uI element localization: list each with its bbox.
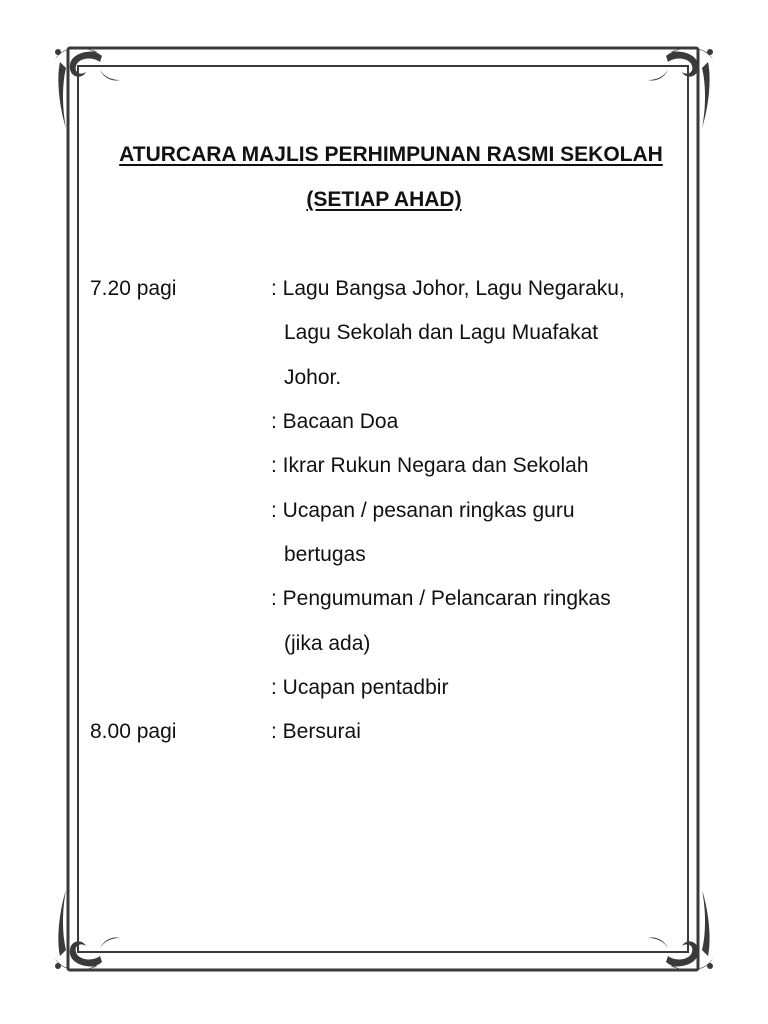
schedule-item-continued: Johor. xyxy=(284,366,342,389)
schedule-item: : Bacaan Doa xyxy=(271,410,399,433)
schedule-time: 7.20 pagi xyxy=(90,277,177,300)
schedule-item-continued: bertugas xyxy=(284,543,366,566)
schedule-item: : Ikrar Rukun Negara dan Sekolah xyxy=(271,454,589,477)
schedule-time: 8.00 pagi xyxy=(90,720,177,743)
document-title: ATURCARA MAJLIS PERHIMPUNAN RASMI SEKOLAH xyxy=(119,143,663,166)
schedule-item-continued: (jika ada) xyxy=(284,632,371,655)
schedule-item: : Lagu Bangsa Johor, Lagu Negaraku, xyxy=(271,277,625,300)
schedule-item: : Pengumuman / Pelancaran ringkas xyxy=(271,587,611,610)
schedule-item: : Bersurai xyxy=(271,720,361,743)
schedule-item: : Ucapan pentadbir xyxy=(271,676,449,699)
schedule-item: : Ucapan / pesanan ringkas guru xyxy=(271,499,575,522)
schedule-item-continued: Lagu Sekolah dan Lagu Muafakat xyxy=(284,321,599,344)
document-subtitle: (SETIAP AHAD) xyxy=(306,188,462,211)
